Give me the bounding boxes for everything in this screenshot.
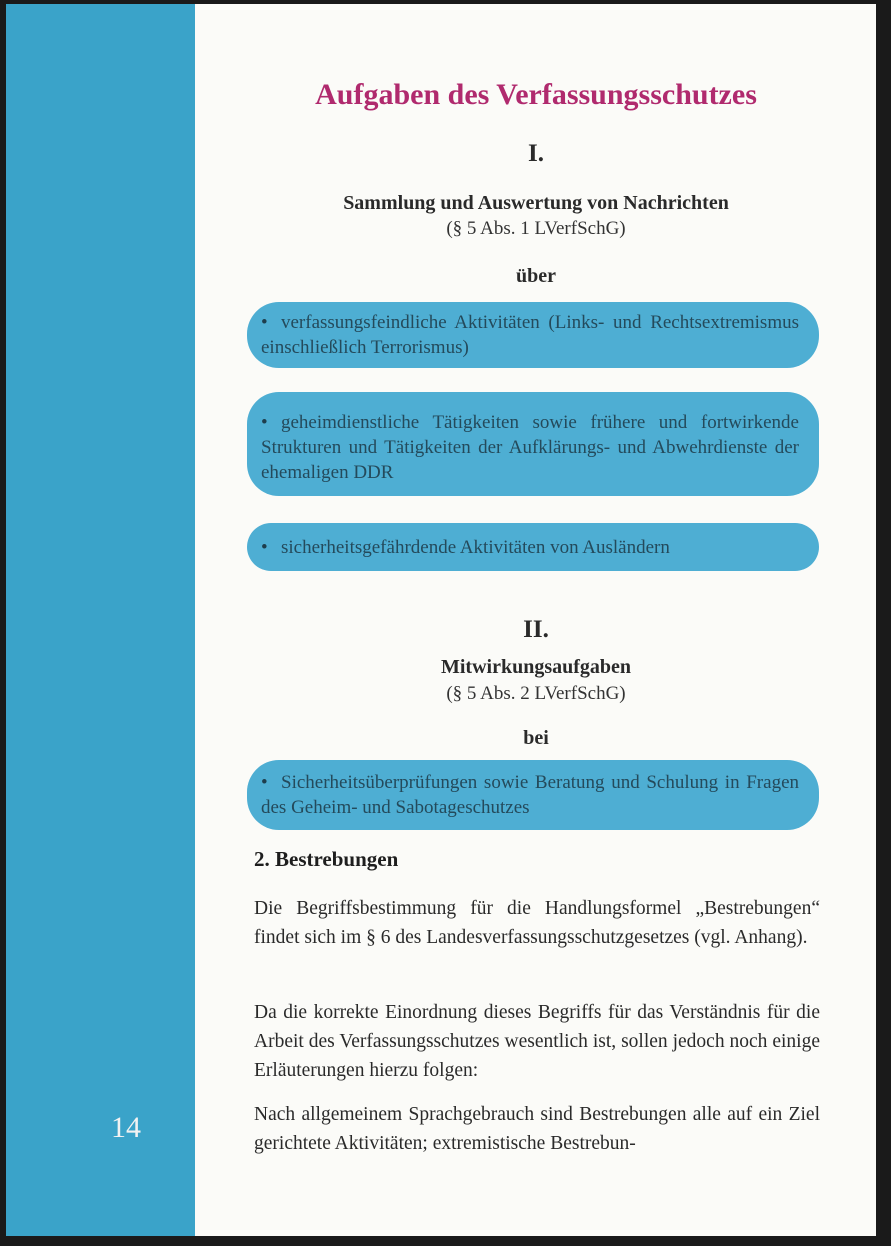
- section-1-item-1-text: verfassungsfeindliche Aktivitäten (Links- und Rechtsextremismus einschließlich Terrorismus): [261, 312, 799, 358]
- page-content: [196, 4, 876, 1236]
- document-page: [6, 4, 876, 1236]
- section-1-reference: (§ 5 Abs. 1 LVerfSchG): [446, 218, 626, 239]
- section-1-heading: Sammlung und Auswertung von Nachrichten: [343, 192, 729, 214]
- section-2-item-1: [247, 760, 819, 830]
- section-1-connector: über: [516, 265, 556, 287]
- section-2-heading: Mitwirkungsaufgaben: [440, 656, 632, 678]
- left-sidebar-band: [6, 4, 195, 1236]
- section-1-item-2-text: geheimdienstliche Tätigkeiten sowie frühere und fortwirkende Strukturen und Tätigkeiten der Aufklärungs- und Abwehrdienste der ehemaligen DDR: [261, 412, 799, 483]
- section-1-item-1: [247, 302, 819, 368]
- section-2-numeral: II.: [523, 616, 549, 643]
- section-2-reference: (§ 5 Abs. 2 LVerfSchG): [446, 683, 626, 704]
- section-1-item-2: [247, 392, 819, 496]
- section-1-numeral: I.: [528, 140, 544, 167]
- section-1-item-3: [247, 523, 819, 571]
- bullet-icon: •: [261, 312, 268, 333]
- body-paragraph-3: Nach allgemeinem Sprachgebrauch sind Bestrebungen alle auf ein Ziel gerichtete Aktivitäten; extremistische Bestrebun-: [254, 1104, 820, 1154]
- bullet-icon: •: [261, 537, 268, 558]
- body-paragraph-2: Da die korrekte Einordnung dieses Begriffs für das Verständnis für die Arbeit des Verfassungsschutzes wesentlich ist, sollen jedoch noch einige Erläuterungen hierzu folgen:: [254, 1002, 820, 1081]
- section-1-item-3-text: sicherheitsgefährdende Aktivitäten von Ausländern: [281, 537, 670, 558]
- body-paragraph-1: Die Begriffsbestimmung für die Handlungsformel „Bestrebungen“ findet sich im § 6 des Landesverfassungsschutzgesetzes (vgl. Anhang).: [254, 898, 820, 948]
- section-2-item-1-text: Sicherheitsüberprüfungen sowie Beratung und Schulung in Fragen des Geheim- und Sabotageschutzes: [261, 772, 799, 818]
- section-2-connector: bei: [523, 727, 549, 749]
- body-heading: 2. Bestrebungen: [254, 847, 399, 871]
- page-title: Aufgaben des Verfassungsschutzes: [315, 78, 757, 111]
- page-number: 14: [111, 1111, 141, 1144]
- bullet-icon: •: [261, 412, 268, 433]
- bullet-icon: •: [261, 772, 268, 793]
